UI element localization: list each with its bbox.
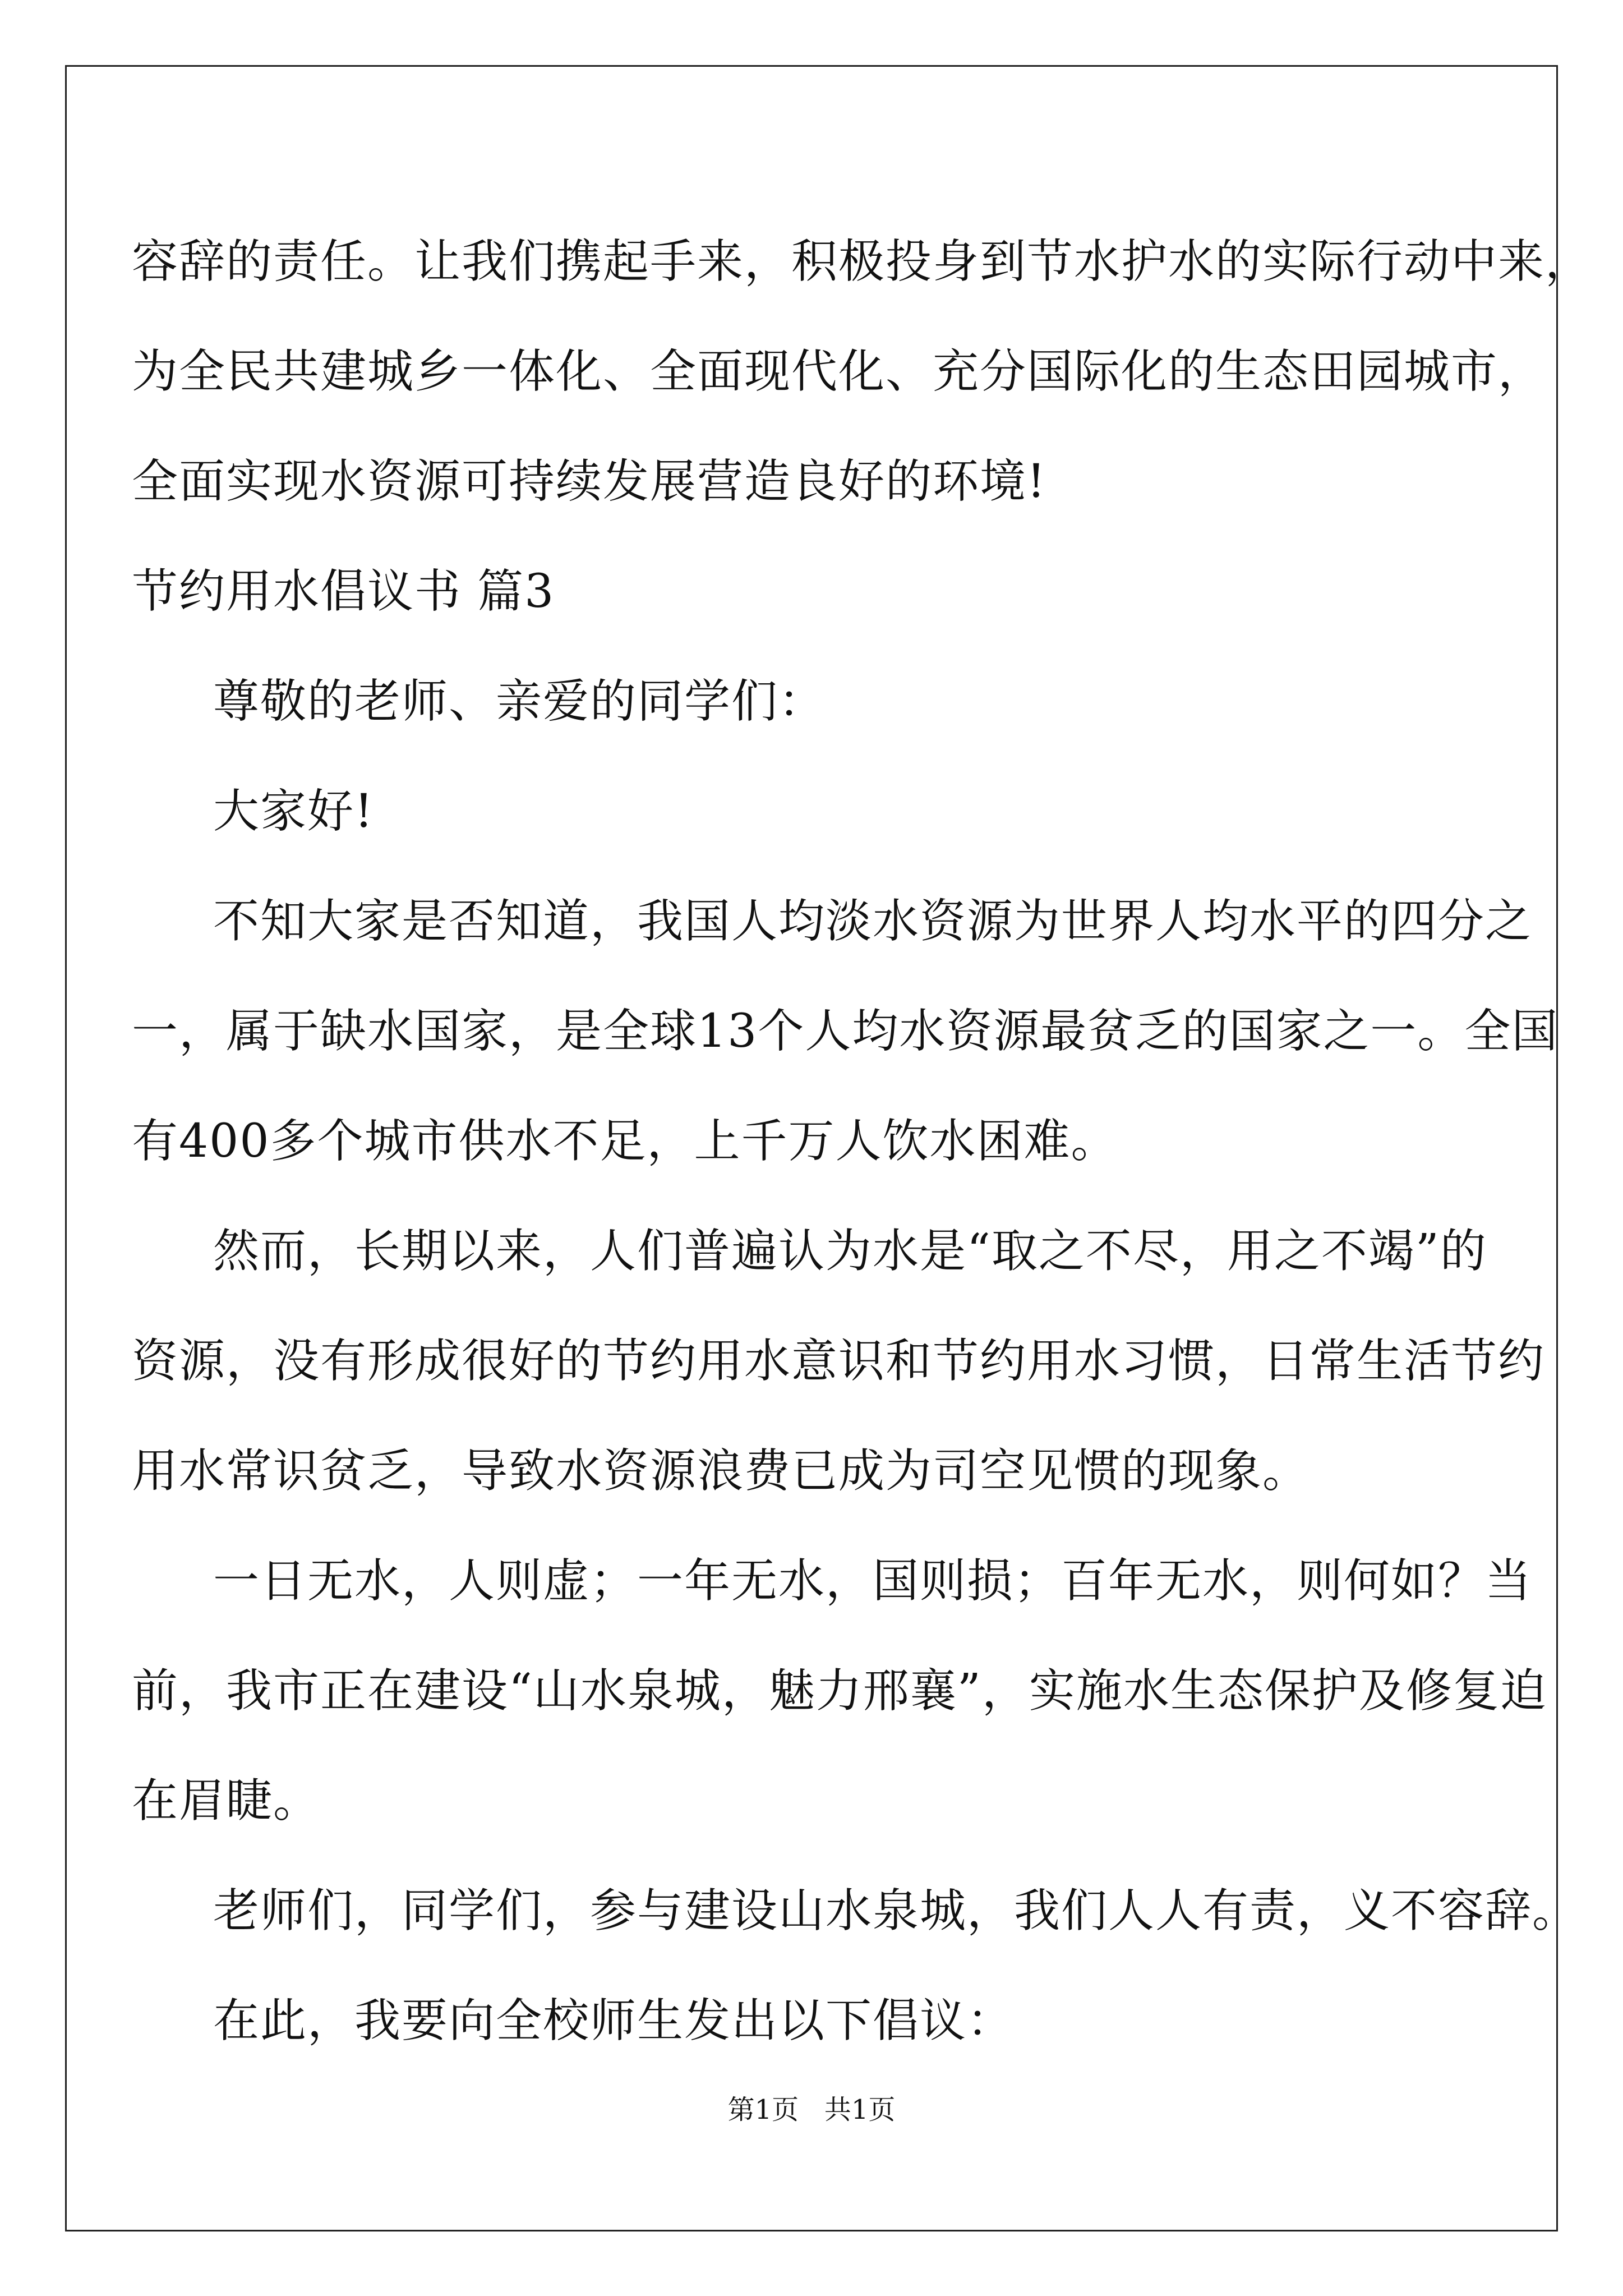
- text-line: 全面实现水资源可持续发展营造良好的环境!: [132, 455, 1046, 508]
- page-number-footer: 第1页 共1页: [727, 2094, 896, 2125]
- document-body: [132, 207, 1593, 2076]
- text-line: 前，我市正在建设“山水泉城，魅力邢襄”，实施水生态保护及修复迫: [132, 1664, 1547, 1718]
- section-heading: 节约用水倡议书 篇3: [132, 565, 555, 618]
- text-line: 资源，没有形成很好的节约用水意识和节约用水习惯，日常生活节约: [132, 1335, 1546, 1388]
- salutation: 尊敬的老师、亲爱的同学们：: [213, 675, 826, 728]
- text-line: 一日无水，人则虚；一年无水，国则损；百年无水，则何如？当: [213, 1554, 1533, 1608]
- text-line: 不知大家是否知道，我国人均淡水资源为世界人均水平的四分之: [213, 895, 1533, 948]
- text-line: 在此，我要向全校师生发出以下倡议：: [213, 1994, 1015, 2047]
- text-line: 用水常识贫乏，导致水资源浪费已成为司空见惯的现象。: [132, 1444, 1310, 1498]
- text-line: 然而，长期以来，人们普遍认为水是“取之不尽，用之不竭”的: [213, 1225, 1487, 1278]
- text-line: 容辞的责任。让我们携起手来，积极投身到节水护水的实际行动中来，: [132, 235, 1593, 288]
- text-line: 在眉睫。: [132, 1774, 321, 1828]
- text-line: 一，属于缺水国家，是全球13个人均水资源最贫乏的国家之一。全国: [132, 1005, 1559, 1058]
- text-line: 有400多个城市供水不足，上千万人饮水困难。: [132, 1115, 1118, 1168]
- greeting: 大家好!: [213, 785, 374, 838]
- text-line: 为全民共建城乡一体化、全面现代化、充分国际化的生态田园城市，: [132, 345, 1546, 398]
- text-line: 老师们，同学们，参与建设山水泉城，我们人人有责，义不容辞。: [213, 1884, 1580, 1938]
